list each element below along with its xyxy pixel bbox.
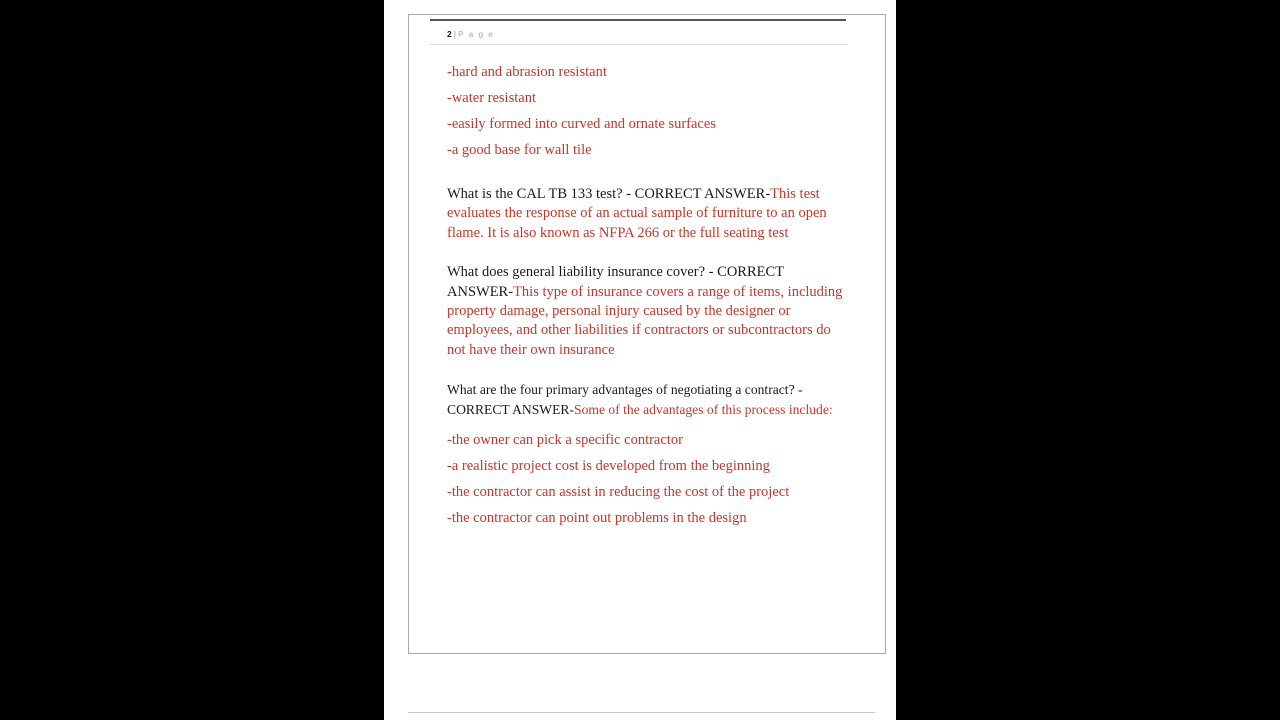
qa-item — [447, 185, 847, 243]
list-item: -the owner can pick a specific contractor — [447, 432, 683, 449]
qa-question: What are the four primary advantages of negotiating a contract? - CORRECT ANSWER- — [447, 382, 803, 417]
qa-item — [447, 263, 847, 360]
qa-question: What does general liability insurance cover? - CORRECT ANSWER- — [447, 264, 784, 300]
header-top-rule — [430, 19, 846, 21]
list-item: -hard and abrasion resistant — [447, 64, 607, 80]
list-item: -easily formed into curved and ornate surfaces — [447, 116, 716, 132]
list-item: -the contractor can point out problems in the design — [447, 510, 747, 527]
paragraph-gap — [447, 419, 847, 427]
header-page-number: 2 — [447, 29, 452, 39]
qa-answer: Some of the advantages of this process include: — [574, 401, 833, 417]
next-page-top-rule — [408, 712, 875, 713]
letterbox-bar-right — [896, 0, 1280, 720]
qa-question: What is the CAL TB 133 test? - CORRECT ANSWER- — [447, 186, 771, 202]
header-page-label: P a g e — [458, 30, 495, 39]
page-inner — [409, 15, 885, 653]
qa-item — [447, 380, 843, 419]
paragraph-gap — [447, 243, 847, 263]
qa-answer: This test evaluates the response of an actual sample of furniture to an open flame. It is also known as NFPA 266 or the full seating test — [447, 186, 827, 241]
paragraph-gap — [447, 360, 847, 380]
paragraph-gap — [447, 163, 847, 185]
qa-answer: This type of insurance covers a range of items, including property damage, personal injury caused by the designer or employees, and other liabilities if contractors or subcontractors do not have their own insurance — [447, 283, 843, 358]
header-separator: | — [453, 29, 457, 39]
letterbox-bar-left — [0, 0, 384, 720]
page-body — [447, 45, 847, 531]
list-item: -a realistic project cost is developed from the beginning — [447, 458, 770, 475]
document-stage[interactable] — [384, 0, 896, 720]
list-item: -a good base for wall tile — [447, 142, 592, 158]
document-page — [408, 14, 886, 654]
list-item: -the contractor can assist in reducing the cost of the project — [447, 484, 790, 501]
list-item: -water resistant — [447, 90, 536, 106]
